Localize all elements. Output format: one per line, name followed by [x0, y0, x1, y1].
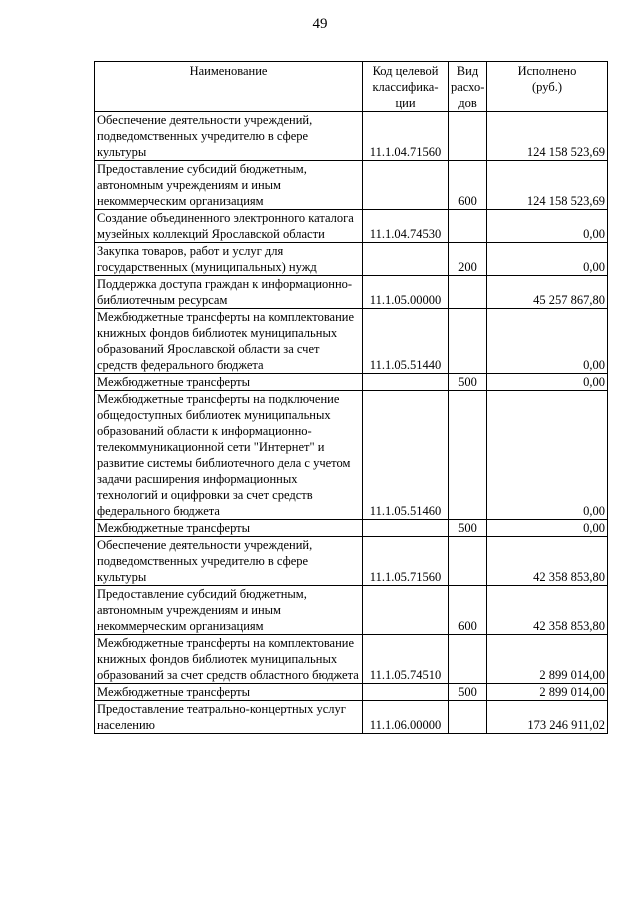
cell-amount: 0,00 [487, 210, 608, 243]
cell-kind [449, 309, 487, 374]
table-row [95, 520, 608, 537]
table-row [95, 374, 608, 391]
budget-table [94, 61, 608, 734]
cell-amount: 0,00 [487, 309, 608, 374]
cell-code: 11.1.04.74530 [363, 210, 449, 243]
header-amount-line: Исполнено [517, 64, 577, 78]
cell-kind: 500 [449, 684, 487, 701]
cell-kind [449, 701, 487, 734]
cell-kind [449, 210, 487, 243]
header-kind [449, 62, 487, 112]
cell-kind: 200 [449, 243, 487, 276]
header-kind-line: дов [458, 96, 477, 110]
table-row [95, 537, 608, 586]
header-name: Наименование [95, 62, 363, 112]
table-header-row [95, 62, 608, 112]
cell-code: 11.1.04.71560 [363, 112, 449, 161]
cell-amount: 124 158 523,69 [487, 161, 608, 210]
table-row [95, 276, 608, 309]
table-row [95, 684, 608, 701]
cell-kind [449, 391, 487, 520]
cell-kind: 600 [449, 586, 487, 635]
cell-name: Межбюджетные трансферты на подключение общедоступных библиотек муниципальных образований области к информационно-телекоммуникационной сети "Интернет" и развитие системы библиотечного дела с учетом задачи расширения информационных технологий и оцифровки за счет средств федерального бюджета [95, 391, 363, 520]
cell-name: Межбюджетные трансферты на комплектование книжных фондов библиотек муниципальных образований Ярославской области за счет средств федерального бюджета [95, 309, 363, 374]
header-amount [487, 62, 608, 112]
cell-code: 11.1.05.74510 [363, 635, 449, 684]
cell-name: Межбюджетные трансферты [95, 684, 363, 701]
header-kind-line: расхо- [451, 80, 485, 94]
cell-amount: 0,00 [487, 391, 608, 520]
cell-name: Межбюджетные трансферты [95, 520, 363, 537]
cell-name: Предоставление субсидий бюджетным, автономным учреждениям и иным некоммерческим организациям [95, 161, 363, 210]
table-row [95, 391, 608, 520]
cell-amount: 173 246 911,02 [487, 701, 608, 734]
header-code-line: Код целевой [372, 64, 439, 78]
cell-code: 11.1.05.51440 [363, 309, 449, 374]
cell-name: Предоставление театрально-концертных услуг населению [95, 701, 363, 734]
cell-name: Создание объединенного электронного каталога музейных коллекций Ярославской области [95, 210, 363, 243]
cell-name: Предоставление субсидий бюджетным, автономным учреждениям и иным некоммерческим организациям [95, 586, 363, 635]
cell-amount: 124 158 523,69 [487, 112, 608, 161]
cell-code [363, 374, 449, 391]
cell-name: Межбюджетные трансферты [95, 374, 363, 391]
cell-kind: 500 [449, 374, 487, 391]
header-amount-line: (руб.) [532, 80, 562, 94]
table-row [95, 161, 608, 210]
cell-code [363, 520, 449, 537]
cell-kind: 600 [449, 161, 487, 210]
cell-code: 11.1.05.71560 [363, 537, 449, 586]
table-row [95, 701, 608, 734]
header-kind-line: Вид [456, 64, 479, 78]
cell-code: 11.1.05.00000 [363, 276, 449, 309]
cell-name: Обеспечение деятельности учреждений, подведомственных учредителю в сфере культуры [95, 112, 363, 161]
cell-code [363, 684, 449, 701]
cell-amount: 45 257 867,80 [487, 276, 608, 309]
header-code-line: ции [395, 96, 416, 110]
cell-amount: 2 899 014,00 [487, 684, 608, 701]
cell-kind [449, 537, 487, 586]
cell-code: 11.1.06.00000 [363, 701, 449, 734]
header-code [363, 62, 449, 112]
cell-amount: 0,00 [487, 243, 608, 276]
cell-amount: 42 358 853,80 [487, 586, 608, 635]
cell-kind [449, 635, 487, 684]
cell-name: Межбюджетные трансферты на комплектование книжных фондов библиотек муниципальных образований за счет средств областного бюджета [95, 635, 363, 684]
cell-amount: 0,00 [487, 520, 608, 537]
table-row [95, 635, 608, 684]
cell-amount: 0,00 [487, 374, 608, 391]
table-body [95, 112, 608, 734]
cell-name: Обеспечение деятельности учреждений, подведомственных учредителю в сфере культуры [95, 537, 363, 586]
table-row [95, 309, 608, 374]
table-row [95, 210, 608, 243]
table-row [95, 586, 608, 635]
cell-kind [449, 112, 487, 161]
page-number: 49 [312, 16, 328, 32]
table-row [95, 112, 608, 161]
cell-amount: 42 358 853,80 [487, 537, 608, 586]
cell-code [363, 243, 449, 276]
cell-kind [449, 276, 487, 309]
cell-code: 11.1.05.51460 [363, 391, 449, 520]
cell-name: Поддержка доступа граждан к информационно-библиотечным ресурсам [95, 276, 363, 309]
cell-kind: 500 [449, 520, 487, 537]
cell-code [363, 161, 449, 210]
cell-amount: 2 899 014,00 [487, 635, 608, 684]
header-code-line: классифика- [372, 80, 439, 94]
table-row [95, 243, 608, 276]
cell-name: Закупка товаров, работ и услуг для государственных (муниципальных) нужд [95, 243, 363, 276]
cell-code [363, 586, 449, 635]
